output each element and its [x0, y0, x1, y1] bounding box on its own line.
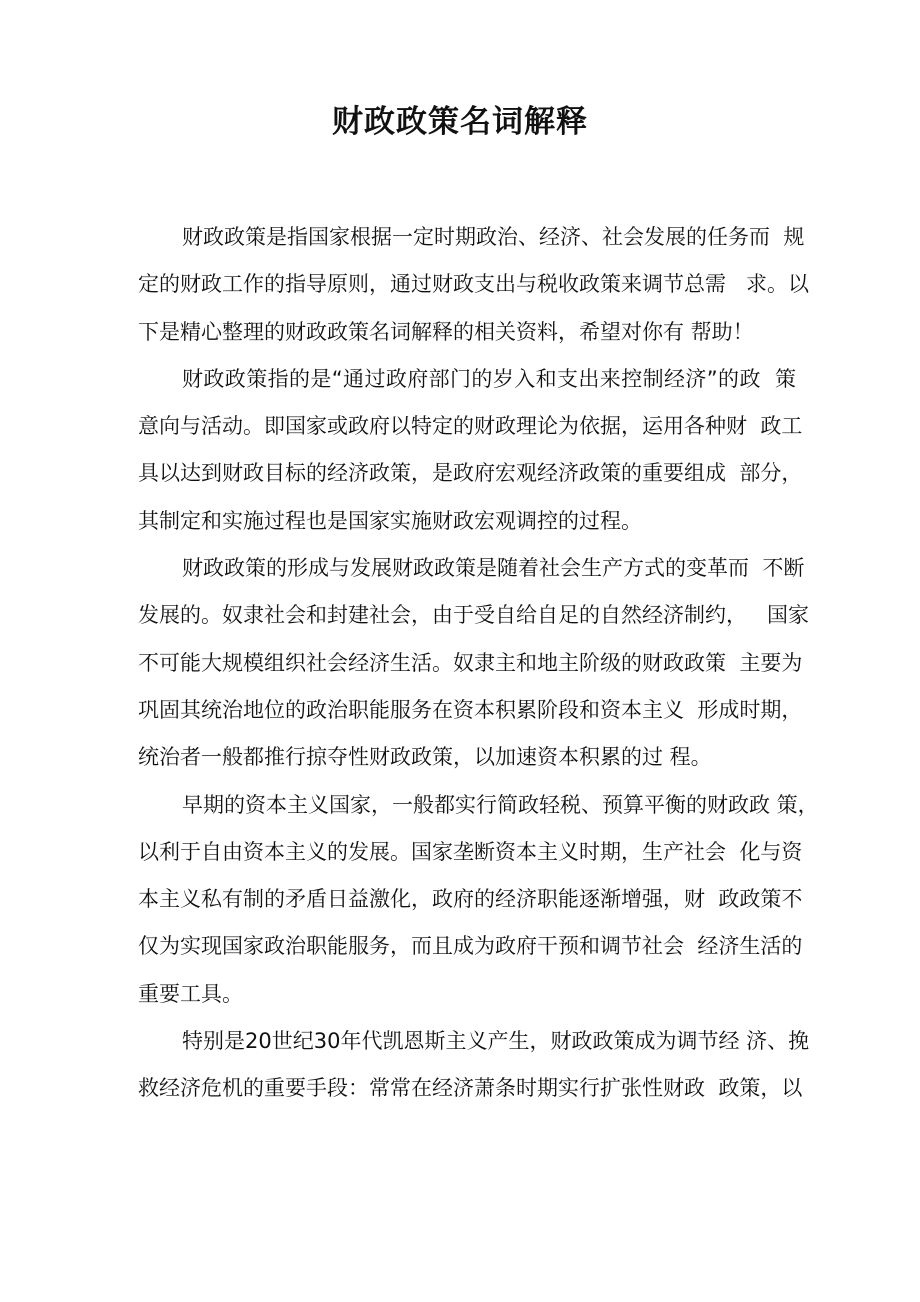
text-line: 本主义私有制的矛盾日益激化，政府的经济职能逐渐增强，财 政政策不	[138, 887, 803, 912]
text-line: 救经济危机的重要手段：常常在经济萧条时期实行扩张性财政 政策，以	[138, 1076, 803, 1101]
text-line: 统治者一般都推行掠夺性财政政策，以加速资本积累的过 程。	[138, 745, 712, 770]
paragraph	[138, 788, 819, 1024]
document-title: 财政政策名词解释	[332, 104, 588, 140]
text-line: 不可能大规模组织社会经济生活。奴隶主和地主阶级的财政政策 主要为	[138, 650, 803, 675]
text-line: 仅为实现国家政治职能服务，而且成为政府干预和调节社会 经济生活的	[138, 934, 803, 959]
text-line: 巩固其统治地位的政治职能服务在资本积累阶段和资本主义 形成时期，	[138, 697, 803, 722]
text-line: 其制定和实施过程也是国家实施财政宏观调控的过程。	[138, 508, 642, 533]
text-line: 发展的。奴隶社会和封建社会，由于受自给自足的自然经济制约， 国家	[138, 603, 810, 628]
text-line: 具以达到财政目标的经济政策，是政府宏观经济政策的重要组成 部分，	[138, 461, 803, 486]
paragraph	[138, 220, 810, 362]
text-line: 财政政策指的是“通过政府部门的岁入和支出来控制经济”的政 策	[182, 366, 796, 391]
text-line: 定的财政工作的指导原则，通过财政支出与税收政策来调节总需 求。以	[138, 272, 810, 297]
text-line: 重要工具。	[138, 981, 243, 1006]
text-line: 财政政策的形成与发展财政政策是随着社会生产方式的变革而 不断	[182, 556, 805, 581]
text-line: 意向与活动。即国家或政府以特定的财政理论为依据，运用各种财 政工	[138, 414, 803, 439]
text-line: 财政政策是指国家根据一定时期政治、经济、社会发展的任务而 规	[182, 225, 805, 249]
paragraph	[138, 551, 810, 787]
paragraph	[138, 362, 803, 551]
text-line: 以利于自由资本主义的发展。国家垄断资本主义时期，生产社会 化与资	[138, 839, 803, 864]
paragraph	[138, 1024, 810, 1119]
document-body	[138, 220, 819, 1119]
text-line: 下是精心整理的财政政策名词解释的相关资料，希望对你有 帮助！	[138, 319, 754, 344]
text-line: 特别是20世纪30年代凯恩斯主义产生，财政政策成为调节经 济、挽	[182, 1029, 810, 1054]
text-line: 早期的资本主义国家，一般都实行简政轻税、预算平衡的财政政 策，	[182, 792, 819, 817]
